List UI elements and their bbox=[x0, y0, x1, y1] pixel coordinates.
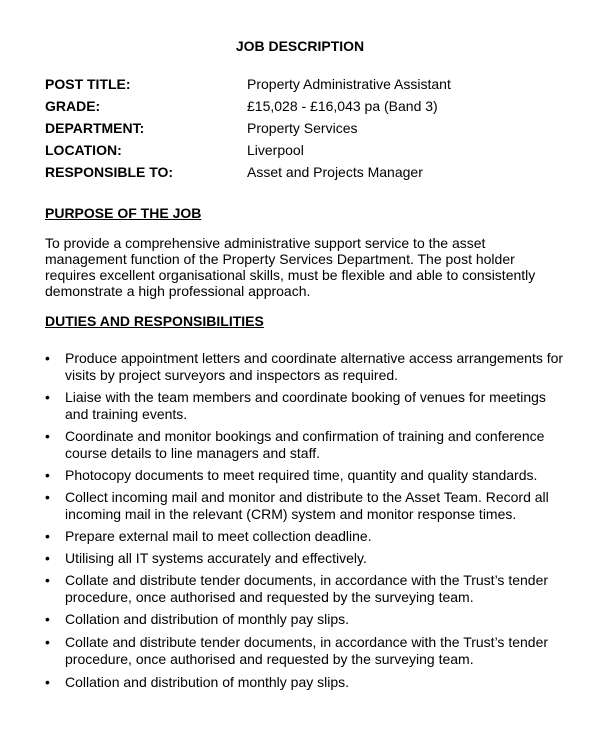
grade-row bbox=[45, 98, 575, 120]
list-item bbox=[45, 634, 565, 668]
duty-text: Collate and distribute tender documents, in accordance with the Trust’s tender procedure, once authorised and requested by the surveying team. bbox=[65, 634, 549, 667]
duty-text: Produce appointment letters and coordinate alternative access arrangements for visits by project surveyors and inspectors as required. bbox=[65, 350, 564, 383]
responsible-to-row bbox=[45, 164, 575, 186]
responsible-to-label: RESPONSIBLE TO: bbox=[45, 164, 174, 180]
bullet-icon: • bbox=[45, 634, 50, 650]
purpose-heading: PURPOSE OF THE JOB bbox=[45, 205, 202, 221]
list-item bbox=[45, 674, 565, 691]
list-item bbox=[45, 489, 565, 523]
responsible-to-value: Asset and Projects Manager bbox=[247, 164, 423, 180]
duty-text: Photocopy documents to meet required time, quantity and quality standards. bbox=[65, 467, 538, 483]
bullet-icon: • bbox=[45, 389, 50, 405]
department-label: DEPARTMENT: bbox=[45, 120, 145, 136]
department-row bbox=[45, 120, 575, 142]
location-value: Liverpool bbox=[247, 142, 304, 158]
job-details-table bbox=[45, 76, 575, 186]
duty-text: Collation and distribution of monthly pay slips. bbox=[65, 674, 350, 690]
list-item bbox=[45, 389, 565, 423]
duty-text: Coordinate and monitor bookings and confirmation of training and conference course details to line managers and staff. bbox=[65, 428, 545, 461]
duty-text: Collect incoming mail and monitor and distribute to the Asset Team. Record all incoming mail in the relevant (CRM) system and monitor response times. bbox=[65, 489, 549, 522]
list-item bbox=[45, 550, 565, 567]
list-item bbox=[45, 572, 565, 606]
duty-text: Collate and distribute tender documents, in accordance with the Trust’s tender procedure, once authorised and requested by the surveying team. bbox=[65, 572, 549, 605]
grade-label: GRADE: bbox=[45, 98, 101, 114]
department-value: Property Services bbox=[247, 120, 358, 136]
bullet-icon: • bbox=[45, 674, 50, 690]
post-title-value: Property Administrative Assistant bbox=[247, 76, 451, 92]
bullet-icon: • bbox=[45, 550, 50, 566]
location-label: LOCATION: bbox=[45, 142, 122, 158]
post-title-row bbox=[45, 76, 575, 98]
document-title: JOB DESCRIPTION bbox=[235, 38, 365, 54]
post-title-label: POST TITLE: bbox=[45, 76, 131, 92]
bullet-icon: • bbox=[45, 528, 50, 544]
bullet-icon: • bbox=[45, 572, 50, 588]
bullet-icon: • bbox=[45, 611, 50, 627]
duty-text: Prepare external mail to meet collection deadline. bbox=[65, 528, 372, 544]
list-item bbox=[45, 611, 565, 628]
duty-text: Collation and distribution of monthly pay slips. bbox=[65, 611, 350, 627]
duties-heading: DUTIES AND RESPONSIBILITIES bbox=[45, 313, 264, 329]
list-item bbox=[45, 467, 565, 484]
duty-text: Utilising all IT systems accurately and effectively. bbox=[65, 550, 367, 566]
duty-text: Liaise with the team members and coordinate booking of venues for meetings and training events. bbox=[65, 389, 546, 422]
list-item bbox=[45, 428, 565, 462]
bullet-icon: • bbox=[45, 489, 50, 505]
bullet-icon: • bbox=[45, 467, 50, 483]
list-item bbox=[45, 350, 565, 384]
purpose-text: To provide a comprehensive administrative support service to the asset management function of the Property Services Department. The post holder requires excellent organisational skills, must be flexible and able to consistently demonstrate a high professional approach. bbox=[45, 235, 536, 299]
duties-list bbox=[45, 350, 565, 696]
list-item bbox=[45, 528, 565, 545]
location-row bbox=[45, 142, 575, 164]
bullet-icon: • bbox=[45, 428, 50, 444]
grade-value: £15,028 - £16,043 pa (Band 3) bbox=[247, 98, 438, 114]
bullet-icon: • bbox=[45, 350, 50, 366]
